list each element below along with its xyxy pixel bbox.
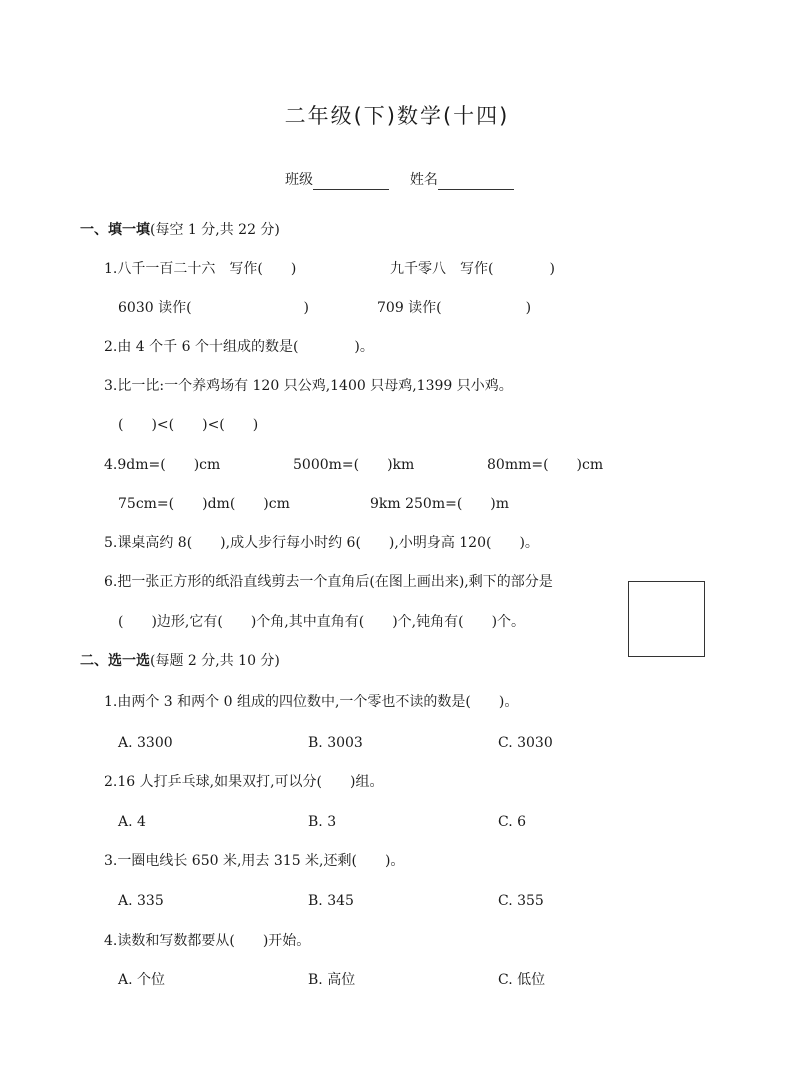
name-label: 姓名 [409,172,438,188]
name-blank[interactable] [438,175,514,190]
q5-text: 5.课桌高约 8( ),成人步行每小时约 6( ),小明身高 120( )。 [104,535,539,551]
section2-heading [80,651,280,671]
mc-q4-option-b[interactable]: B. 高位 [308,972,356,988]
section1-heading [80,220,280,240]
mc-q2-option-a[interactable]: A. 4 [118,814,146,830]
section1-note: (每空 1 分,共 22 分) [150,222,280,238]
square-figure[interactable] [628,581,705,657]
section2-title: 二、选一选 [80,653,150,669]
q4-part-c: 80mm=( )cm [487,457,604,473]
mc-q2: 2.16 人打乒乓球,如果双打,可以分( )组。 [104,774,384,790]
class-name-row [285,170,514,190]
q3-text: 3.比一比:一个养鸡场有 120 只公鸡,1400 只母鸡,1399 只小鸡。 [104,378,513,394]
q1-part-d: 709 读作( ) [377,300,532,316]
class-blank[interactable] [313,175,389,190]
mc-q2-option-c[interactable]: C. 6 [498,814,527,830]
mc-q4: 4.读数和写数都要从( )开始。 [104,933,311,949]
q4-part-e: 9km 250m=( )m [370,496,510,512]
mc-q2-option-b[interactable]: B. 3 [308,814,337,830]
q6-line2: ( )边形,它有( )个角,其中直角有( )个,钝角有( )个。 [118,614,526,630]
q4-part-b: 5000m=( )km [293,457,415,473]
q1-part-a: 1.八千一百二十六 写作( ) [104,261,297,277]
page-title: 二年级(下)数学(十四) [284,104,510,128]
q4-part-d: 75cm=( )dm( )cm [118,496,290,512]
q4-part-a: 4.9dm=( )cm [104,457,221,473]
mc-q1-option-c[interactable]: C. 3030 [498,735,553,751]
q6-line1: 6.把一张正方形的纸沿直线剪去一个直角后(在图上画出来),剩下的部分是 [104,574,553,590]
mc-q1-option-b[interactable]: B. 3003 [308,735,363,751]
mc-q3-option-b[interactable]: B. 345 [308,893,354,909]
section1-title: 一、填一填 [80,222,150,238]
mc-q4-option-a[interactable]: A. 个位 [118,972,166,988]
mc-q3-option-a[interactable]: A. 335 [118,893,164,909]
mc-q3-option-c[interactable]: C. 355 [498,893,544,909]
q2-text: 2.由 4 个千 6 个十组成的数是( )。 [104,339,374,355]
mc-q1: 1.由两个 3 和两个 0 组成的四位数中,一个零也不读的数是( )。 [104,694,519,710]
q1-part-b: 九千零八 写作( ) [390,261,555,277]
mc-q4-option-c[interactable]: C. 低位 [498,972,546,988]
section2-note: (每题 2 分,共 10 分) [150,653,280,669]
mc-q3: 3.一圈电线长 650 米,用去 315 米,还剩( )。 [104,853,405,869]
mc-q1-option-a[interactable]: A. 3300 [118,735,173,751]
class-label: 班级 [285,172,313,188]
q3-compare: ( )<( )<( ) [118,417,259,433]
q1-part-c: 6030 读作( ) [118,300,310,316]
